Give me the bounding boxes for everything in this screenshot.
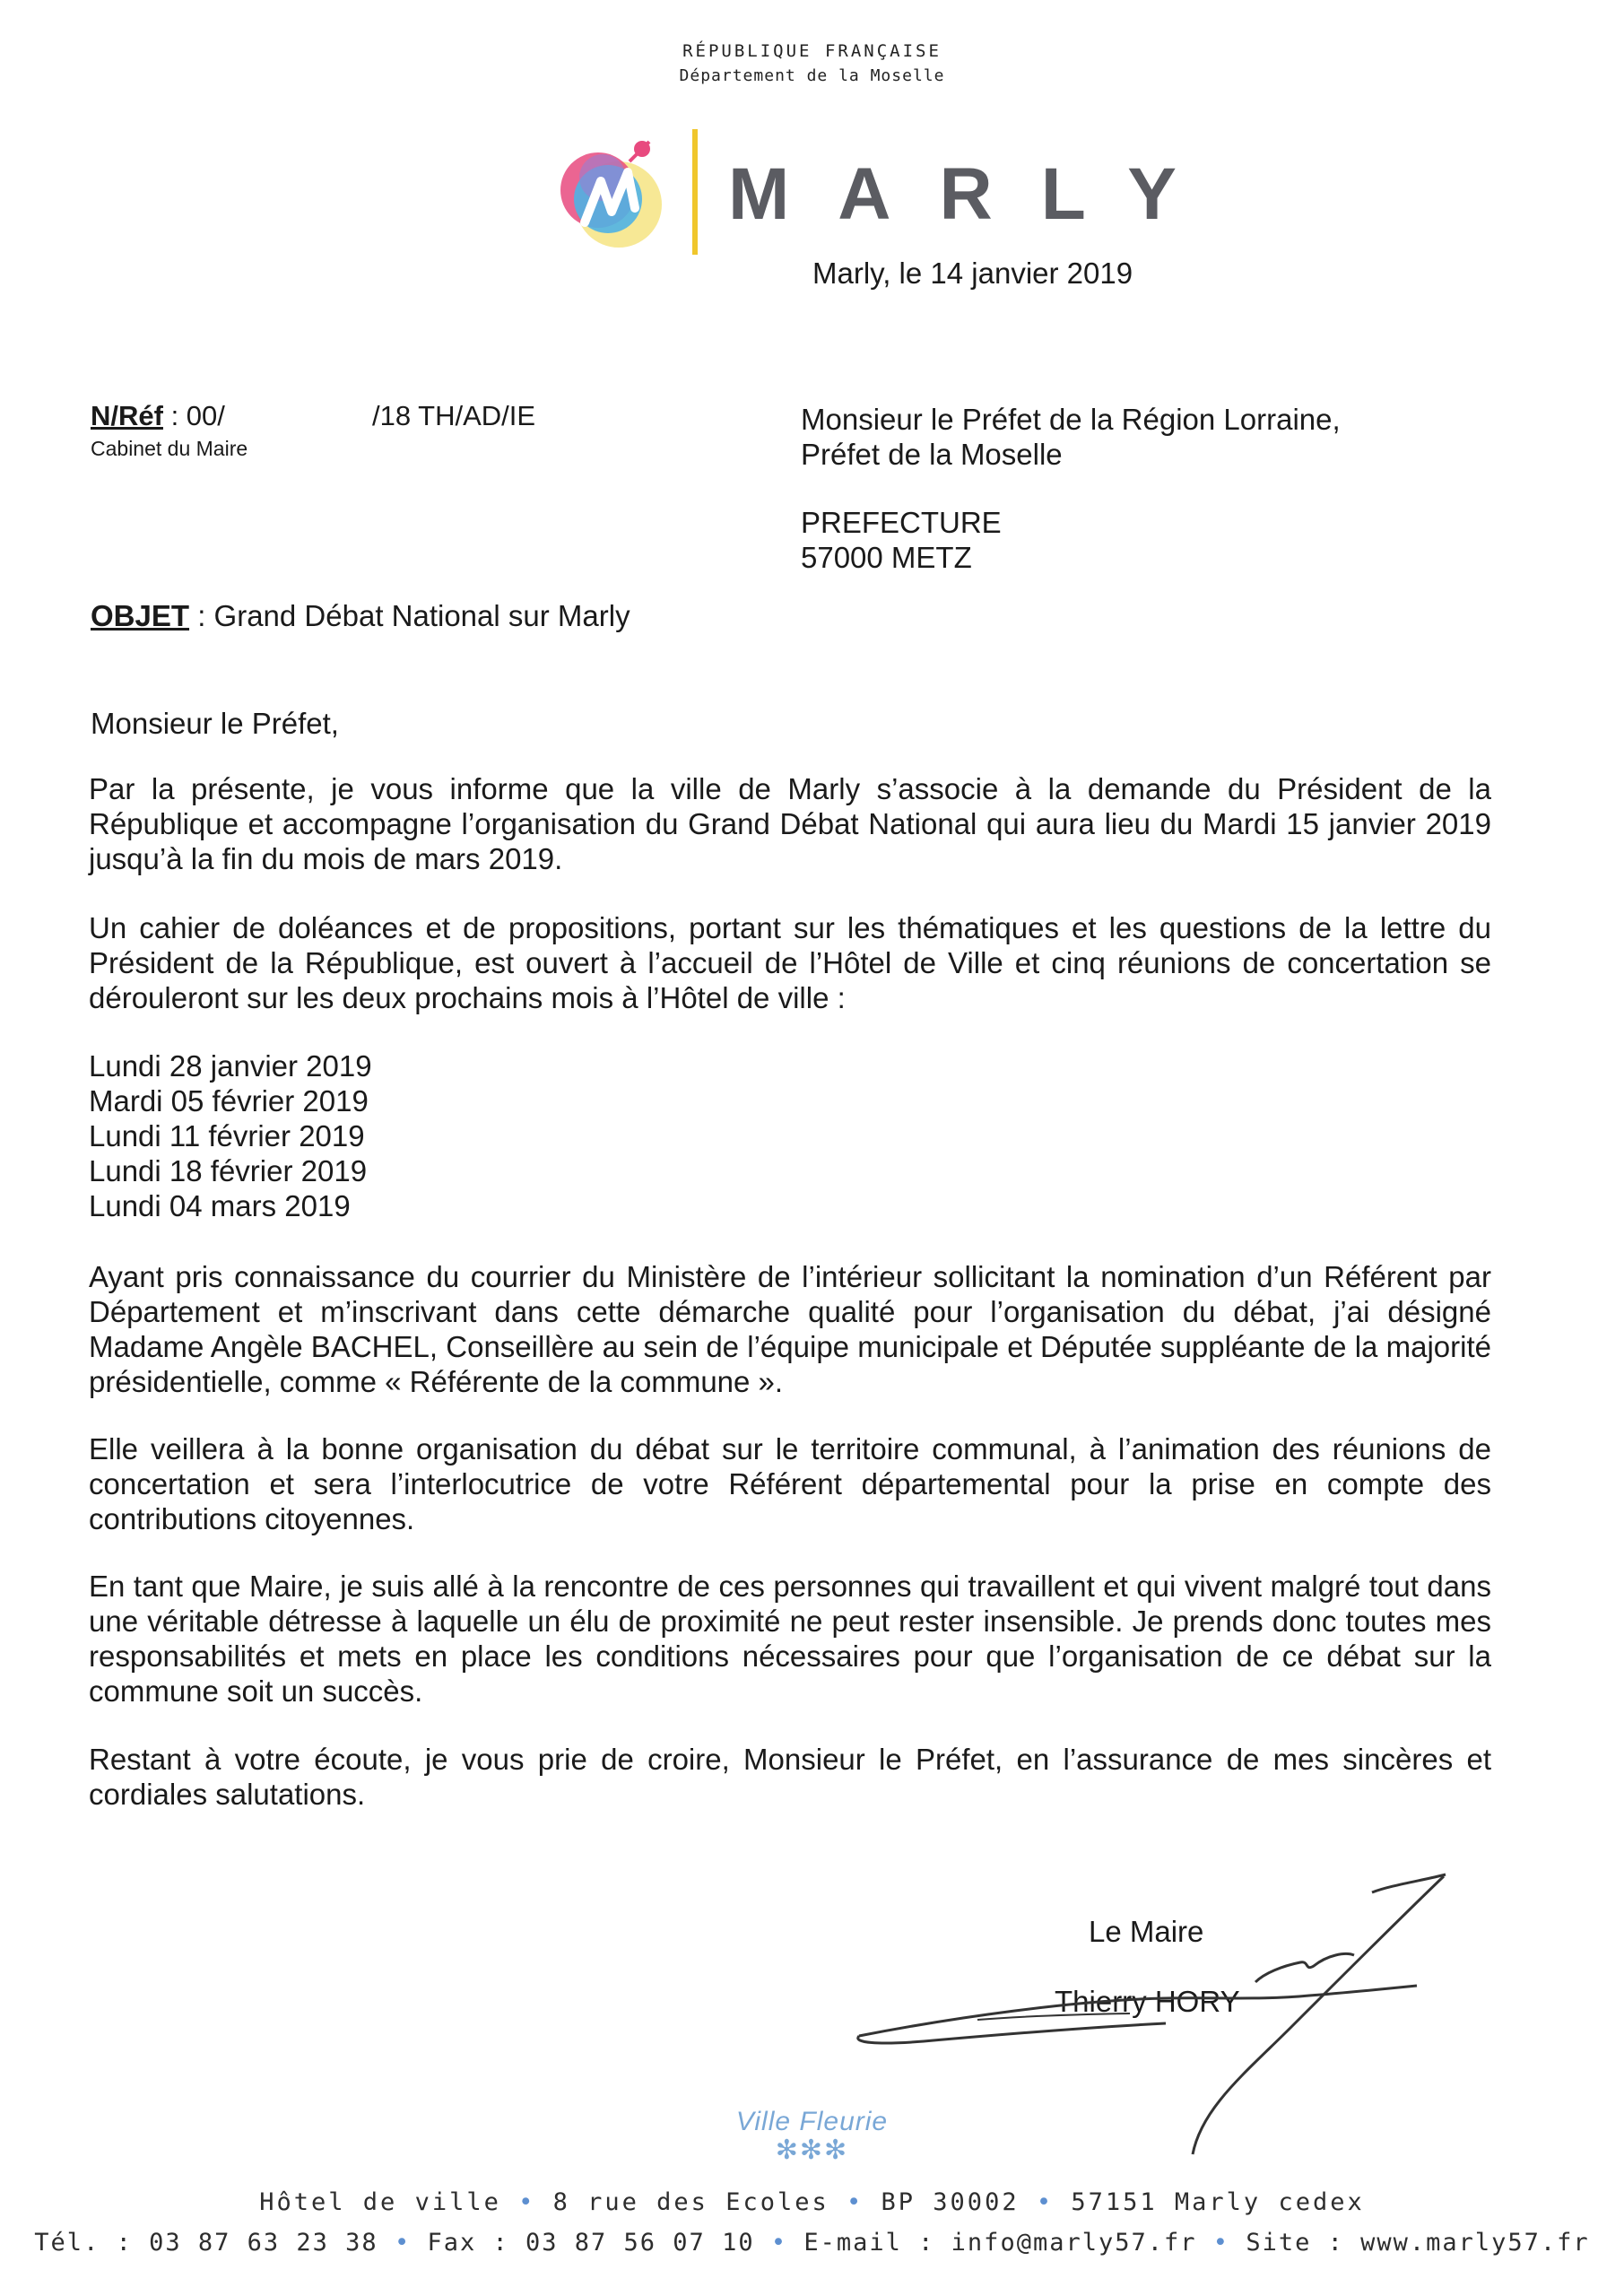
separator-dot: • (1036, 2188, 1055, 2216)
recipient-address (801, 402, 1341, 472)
list-item: Lundi 11 février 2019 (89, 1119, 365, 1152)
separator-dot: • (770, 2229, 788, 2257)
paragraph: Restant à votre écoute, je vous prie de croire, Monsieur le Préfet, en l’assurance de mes sincères et cordiales salutations. (89, 1743, 1491, 1811)
subject-text: : Grand Débat National sur Marly (189, 599, 630, 632)
paragraph: Ayant pris connaissance du courrier du Ministère de l’intérieur sollicitant la nomination d’un Référent par Département et m’inscrivant dans cette démarche qualité pour l’organisation du débat, j’ai désigné Madame Angèle BACHEL, Conseillère au sein de l’équipe municipale et Députée suppléante de la majorité présidentielle, comme « Référente de la commune ». (89, 1260, 1491, 1398)
letterhead-brand (549, 126, 1225, 260)
footer-email: E-mail : info@marly57.fr (803, 2229, 1197, 2257)
recipient-line-4: 57000 METZ (801, 541, 972, 574)
list-item: Lundi 28 janvier 2019 (89, 1049, 372, 1083)
separator-dot: • (847, 2188, 864, 2216)
recipient-line-1: Monsieur le Préfet de la Région Lorraine, (801, 403, 1341, 436)
flower-stars-icon: ✻✻✻ (775, 2135, 849, 2165)
letterhead-republic (0, 41, 1624, 85)
brand-divider (692, 129, 698, 255)
paragraph: Par la présente, je vous informe que la ville de Marly s’associe à la demande du Président de la République et accompagne l’organisation du Grand Débat National qui aura lieu du Mardi 15 janvier 2019 jusqu’à la fin du mois de mars 2019. (89, 772, 1491, 875)
reference (91, 400, 225, 432)
paragraph: En tant que Maire, je suis allé à la rencontre de ces personnes qui travaillent et qui vivent malgré tout dans une véritable détresse à laquelle un élu de proximité ne peut rester insensible. Je prends donc toutes mes responsabilités et mets en place les conditions nécessaires pour que l’organisation de ce débat sur la commune soit un succès. (89, 1570, 1491, 1708)
footer-address-part: 57151 Marly cedex (1071, 2188, 1365, 2216)
footer-phone: Tél. : 03 87 63 23 38 (34, 2229, 378, 2257)
recipient-line-3: PREFECTURE (801, 506, 1002, 539)
list-item: Lundi 04 mars 2019 (89, 1189, 351, 1222)
letter-date: Marly, le 14 janvier 2019 (812, 257, 1133, 290)
reference-code: /18 TH/AD/IE (372, 400, 536, 431)
recipient-postal (801, 505, 1002, 575)
footer-address (0, 2188, 1624, 2216)
subject-label: OBJET (91, 599, 190, 632)
signatory-title: Le Maire (1089, 1915, 1204, 1948)
paragraph: Elle veillera à la bonne organisation du débat sur le territoire communal, à l’animation des réunions de concertation et sera l’interlocutrice de votre Référent départemental pour la prise en compte des contributions citoyennes. (89, 1432, 1491, 1535)
recipient-line-2: Préfet de la Moselle (801, 438, 1063, 471)
separator-dot: • (518, 2188, 536, 2216)
separator-dot: • (1212, 2229, 1230, 2257)
signatory-name: Thierry HORY (1055, 1985, 1240, 2018)
footer-address-part: BP 30002 (881, 2188, 1020, 2216)
salutation: Monsieur le Préfet, (91, 707, 339, 740)
ville-fleurie-label: Ville Fleurie (735, 2107, 889, 2136)
footer-contact (0, 2229, 1624, 2257)
footer-address-part: 8 rue des Ecoles (552, 2188, 829, 2216)
meeting-dates-list (89, 1048, 372, 1223)
marly-logo-icon (549, 126, 683, 260)
subject (91, 599, 630, 633)
republic-label: RÉPUBLIQUE FRANÇAISE (682, 41, 942, 61)
separator-dot: • (394, 2229, 412, 2257)
reference-label: N/Réf (91, 400, 163, 431)
department-label: Département de la Moselle (679, 66, 945, 85)
brand-name: MARLY (728, 153, 1225, 235)
reference-value: : 00/ (162, 400, 225, 431)
reference-office: Cabinet du Maire (91, 437, 248, 460)
list-item: Lundi 18 février 2019 (89, 1154, 368, 1187)
footer-address-part: Hôtel de ville (259, 2188, 501, 2216)
list-item: Mardi 05 février 2019 (89, 1084, 369, 1118)
footer-site: Site : www.marly57.fr (1246, 2229, 1590, 2257)
paragraph: Un cahier de doléances et de propositions, portant sur les thématiques et les questions de la lettre du Président de la République, est ouvert à l’accueil de l’Hôtel de Ville et cinq réunions de concertation se dérouleront sur les deux prochains mois à l’Hôtel de ville : (89, 911, 1491, 1014)
footer-fax: Fax : 03 87 56 07 10 (427, 2229, 755, 2257)
